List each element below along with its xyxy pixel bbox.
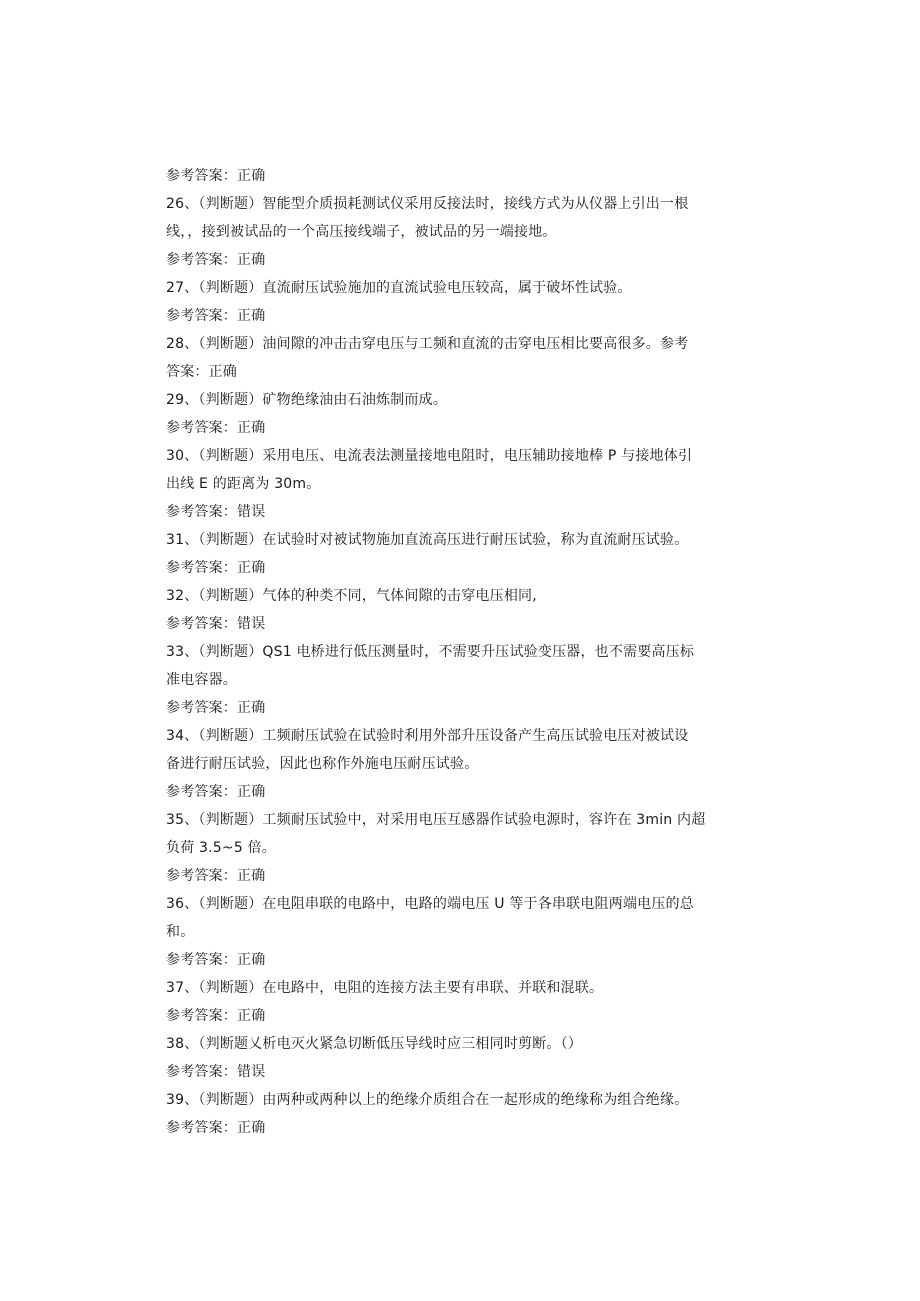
- question-35-line-2: 负荷 3.5~5 倍。: [166, 840, 277, 856]
- answer-30: 参考答案：错误: [166, 504, 266, 520]
- answer-34: 参考答案：正确: [166, 784, 266, 800]
- answer-36: 参考答案：正确: [166, 952, 266, 968]
- question-28-line-2: 答案：正确: [166, 364, 237, 380]
- question-37: 37、（判断题）在电路中，电阻的连接方法主要有串联、并联和混联。: [166, 980, 604, 996]
- question-30-line-1: 30、（判断题）采用电压、电流表法测量接地电阻时，电压辅助接地棒 P 与接地体引: [166, 448, 693, 464]
- answer-29: 参考答案：正确: [166, 420, 266, 436]
- question-26-line-2: 线，，接到被试品的一个高压接线端子，被试品的另一端接地。: [166, 224, 557, 240]
- document-page: [166, 162, 756, 1142]
- question-31: 31、（判断题）在试验时对被试物施加直流高压进行耐压试验，称为直流耐压试验。: [166, 532, 689, 548]
- question-34-line-2: 备进行耐压试验，因此也称作外施电压耐压试验。: [166, 756, 479, 772]
- answer-26: 参考答案：正确: [166, 252, 266, 268]
- answer-37: 参考答案：正确: [166, 1008, 266, 1024]
- question-33-line-2: 准电容器。: [166, 672, 237, 688]
- answer-35: 参考答案：正确: [166, 868, 266, 884]
- question-28-line-1: 28、（判断题）油间隙的冲击击穿电压与工频和直流的击穿电压相比要高很多。参考: [166, 336, 689, 352]
- question-39: 39、（判断题）由两种或两种以上的绝缘介质组合在一起形成的绝缘称为组合绝缘。: [166, 1092, 689, 1108]
- question-32: 32、（判断题）气体的种类不同，气体间隙的击穿电压相同,: [166, 588, 537, 604]
- answer-31: 参考答案：正确: [166, 560, 266, 576]
- question-35-line-1: 35、（判断题）工频耐压试验中，对采用电压互感器作试验电源时，容许在 3min 内超: [166, 812, 706, 828]
- answer-38: 参考答案：错误: [166, 1064, 266, 1080]
- question-33-line-1: 33、（判断题）QS1 电桥进行低压测量时，不需要升压试验变压器，也不需要高压标: [166, 644, 695, 660]
- question-38: 38、（判断题乂析电灭火紧急切断低压导线时应三相同时剪断。（）: [166, 1036, 583, 1052]
- question-26-line-1: 26、（判断题）智能型介质损耗测试仪采用反接法时，接线方式为从仪器上引出一根: [166, 196, 689, 212]
- answer-27: 参考答案：正确: [166, 308, 266, 324]
- answer-33: 参考答案：正确: [166, 700, 266, 716]
- question-30-line-2: 出线 E 的距离为 30m。: [166, 476, 321, 492]
- question-36-line-1: 36、（判断题）在电阻串联的电路中，电路的端电压 U 等于各串联电阻两端电压的总: [166, 896, 694, 912]
- answer-39: 参考答案：正确: [166, 1120, 266, 1136]
- answer-32: 参考答案：错误: [166, 616, 266, 632]
- question-34-line-1: 34、（判断题）工频耐压试验在试验时利用外部升压设备产生高压试验电压对被试设: [166, 728, 689, 744]
- question-27: 27、（判断题）直流耐压试验施加的直流试验电压较高，属于破坏性试验。: [166, 280, 632, 296]
- question-29: 29、（判断题）矿物绝缘油由石油炼制而成。: [166, 392, 448, 408]
- question-36-line-2: 和。: [166, 924, 195, 940]
- answer-line: 参考答案：正确: [166, 168, 266, 184]
